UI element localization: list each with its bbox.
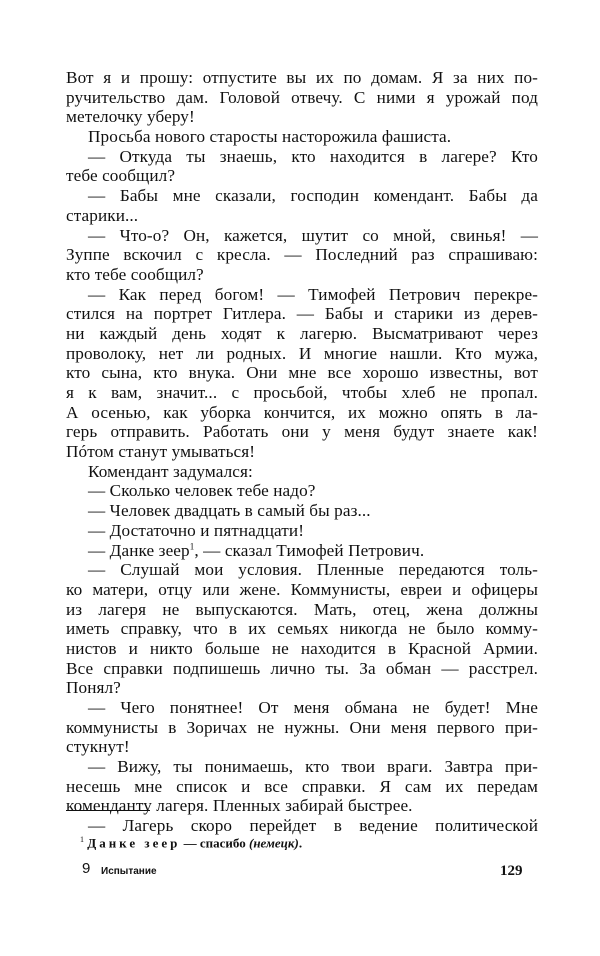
text-line-content: коменданту лагеря. Пленных забирай быстрее. <box>66 796 413 816</box>
text-line <box>66 757 538 777</box>
text-line-content: — Что-о? Он, кажется, шутит со мной, свинья! — <box>88 225 538 245</box>
text-line <box>66 265 538 285</box>
text-line <box>66 206 538 226</box>
text-line-content: Вот я и прошу: отпустите вы их по домам. Я за них по- <box>66 68 538 87</box>
text-line-content: — Достаточно и пятнадцати! <box>88 520 305 540</box>
text-line <box>66 678 538 698</box>
text-line <box>66 560 538 580</box>
text-line <box>66 363 538 383</box>
text-line <box>66 403 538 423</box>
text-line <box>66 304 538 324</box>
text-line-content: — Данке зеер <box>88 540 190 560</box>
text-line-content: стился на портрет Гитлера. — Бабы и старики из дерев- <box>66 304 538 324</box>
text-line <box>66 777 538 797</box>
footnote-dash: — спасибо <box>180 835 249 851</box>
text-line <box>66 88 538 108</box>
text-line-content: я к вам, значит... с просьбой, чтобы хлеб не пропал. <box>66 383 538 402</box>
text-line <box>66 226 538 246</box>
text-line-content: иметь справку, что в их семьях никогда не было комму- <box>66 619 538 639</box>
text-line <box>66 166 538 186</box>
text-line-content: старики... <box>66 205 139 225</box>
text-line <box>66 521 538 541</box>
text-line <box>66 718 538 738</box>
text-line-content: — Откуда ты знаешь, кто находится в лагере? Кто <box>88 146 538 166</box>
text-line-content: — Человек двадцать в самый бы раз... <box>88 501 371 521</box>
footnote-note: (немецк) <box>248 835 299 851</box>
text-line <box>66 639 538 659</box>
text-line <box>66 580 538 600</box>
text-line-content: стукнут! <box>66 737 130 757</box>
text-line <box>66 107 538 127</box>
text-line-content: из лагеря не выпускаются. Мать, отец, жена должны <box>66 599 538 619</box>
text-line-content: коммунисты в Зоричах не нужны. Они меня первого при- <box>66 717 538 737</box>
text-line-content: тебе сообщил? <box>66 166 176 186</box>
text-line-content: Все справки подпишешь лично ты. За обман — расстрел. <box>66 658 538 678</box>
text-line-content: — Вижу, ты понимаешь, кто твои враги. Завтра при- <box>88 757 538 777</box>
text-line-content: кто сына, кто внука. Они мне все хорошо известны, вот <box>66 363 538 383</box>
text-line <box>66 245 538 265</box>
text-line-content: герь отправить. Работать они у меня будут знаете как! <box>66 422 538 442</box>
text-line <box>66 737 538 757</box>
footnote-term: Данке зеер <box>87 835 181 851</box>
text-line-content: — Сколько человек тебе надо? <box>88 481 316 501</box>
text-line-content: ни каждый день ходят к лагерю. Высматривают через <box>66 323 538 343</box>
text-line <box>66 600 538 620</box>
text-line <box>66 324 538 344</box>
text-line <box>66 344 538 364</box>
text-line-content: несешь мне список и все справки. Я сам их передам <box>66 776 538 796</box>
text-line <box>66 816 538 836</box>
text-line <box>66 127 538 147</box>
text-line-content: ко матери, отцу или жене. Коммунисты, евреи и офицеры <box>66 579 538 599</box>
text-line <box>66 383 538 403</box>
text-line-content: нистов и никто больше не находится в Красной Армии. <box>66 638 538 658</box>
text-line-content: — Бабы мне сказали, господин комендант. Бабы да <box>88 186 538 206</box>
footnote <box>80 835 302 851</box>
text-line <box>66 68 538 88</box>
text-line <box>66 541 538 561</box>
text-line <box>66 186 538 206</box>
text-line-content: А осенью, как уборка кончится, их можно опять в ла- <box>66 402 538 422</box>
text-line-content: Комендант задумался: <box>88 461 253 481</box>
page-number: 129 <box>500 863 523 879</box>
text-line <box>66 796 538 816</box>
text-line <box>66 422 538 442</box>
page-body <box>66 68 538 836</box>
text-line-content: — Лагерь скоро перейдет в ведение политической <box>88 816 538 836</box>
footnote-mark: 1 <box>80 835 84 844</box>
text-line <box>66 442 538 462</box>
text-line-content: — Как перед богом! — Тимофей Петрович перекре- <box>88 284 538 304</box>
text-line <box>66 285 538 305</box>
text-line <box>66 659 538 679</box>
text-line-content: Просьба нового старосты насторожила фашиста. <box>88 127 452 147</box>
text-line-content: ручительство дам. Головой отвечу. С ними я урожай под <box>66 87 538 107</box>
text-line <box>66 501 538 521</box>
text-line-content: Зуппе вскочил с кресла. — Последний раз спрашиваю: <box>66 245 538 265</box>
text-line-content: проволоку, нет ли родных. И многие нашли. Кто мужа, <box>66 343 538 363</box>
text-line <box>66 481 538 501</box>
text-line <box>66 698 538 718</box>
text-line-content: Пóтом станут умываться! <box>66 442 256 462</box>
text-line-content: кто тебе сообщил? <box>66 264 204 284</box>
text-line <box>66 462 538 482</box>
footnote-end: . <box>298 835 303 851</box>
text-line-suffix: , — сказал Тимофей Петрович. <box>194 540 425 560</box>
text-line-content: метелочку уберу! <box>66 107 195 127</box>
footnote-divider <box>66 810 150 811</box>
text-line <box>66 147 538 167</box>
text-line <box>66 619 538 639</box>
text-line-content: — Чего понятнее! От меня обмана не будет! Мне <box>88 698 538 717</box>
signature-number: 9 <box>82 860 91 877</box>
text-line-content: Понял? <box>66 678 121 698</box>
footnote-reference: 1 <box>189 540 195 551</box>
signature-title: Испытание <box>101 866 157 877</box>
text-line-content: — Слушай мои условия. Пленные передаются толь- <box>88 560 538 580</box>
